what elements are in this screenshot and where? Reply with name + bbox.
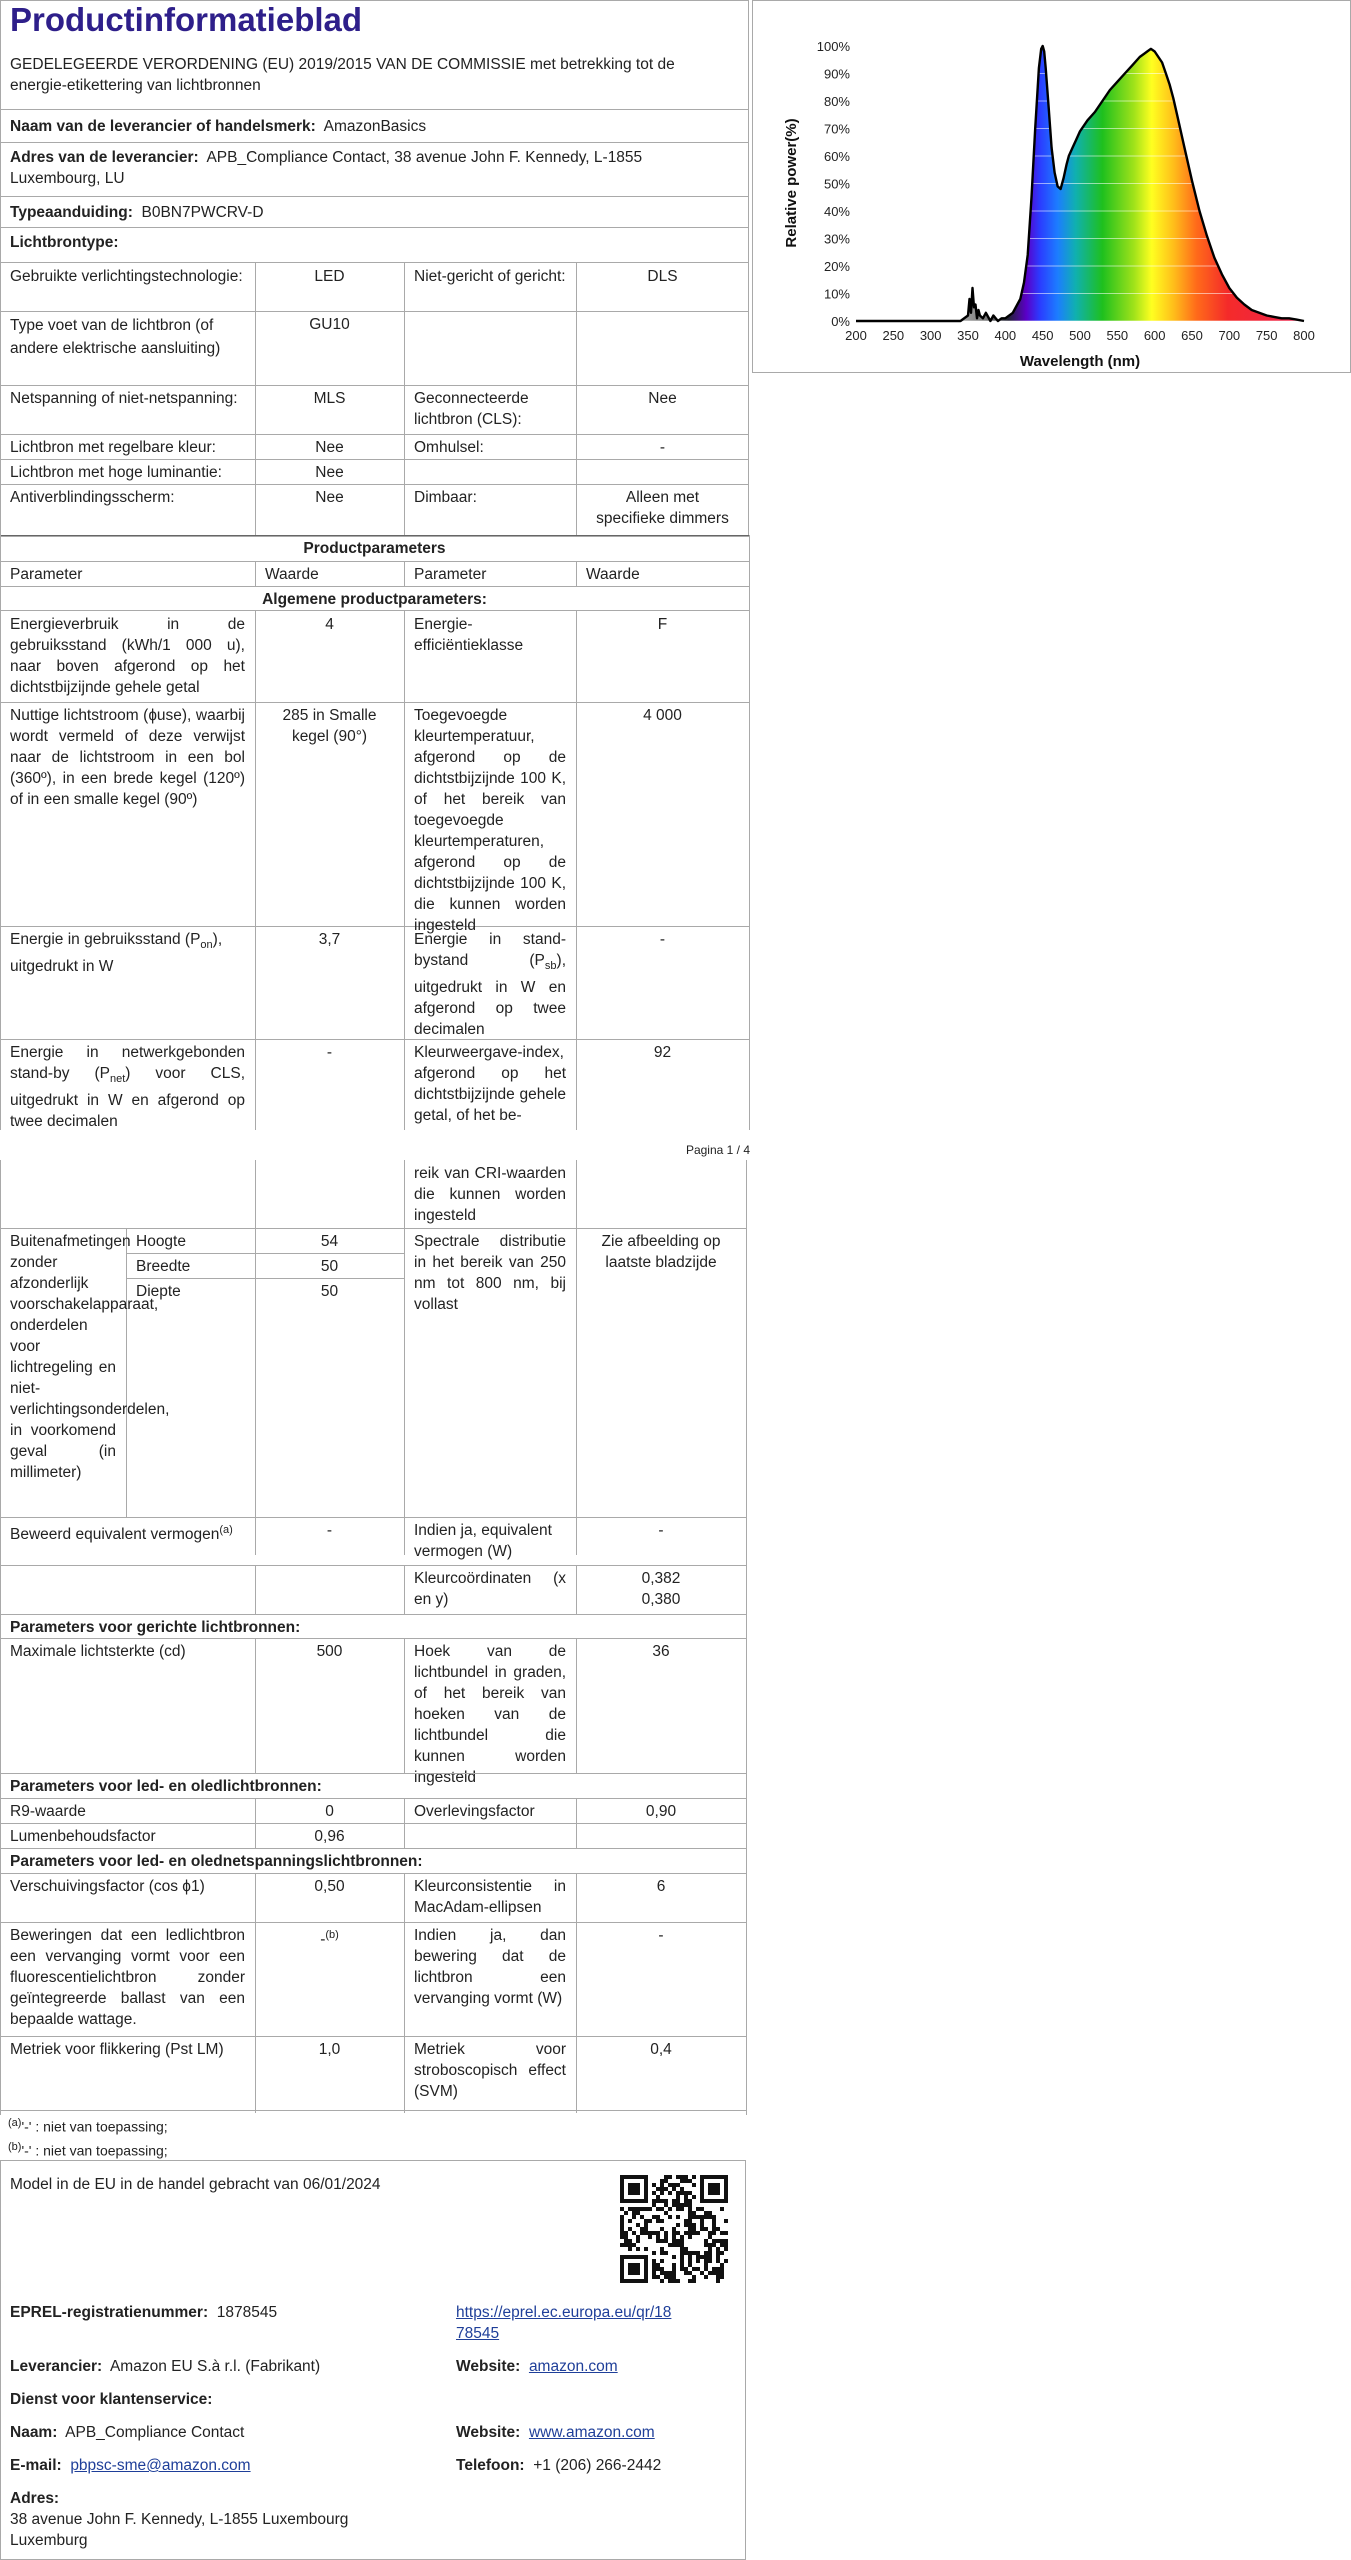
y-tick-label: 20% — [823, 259, 850, 274]
lt-row5-label: Lichtbron met hoge luminantie: — [10, 464, 222, 481]
dim-depth-label: Diepte — [136, 1283, 181, 1300]
on-power-value: 3,7 — [318, 931, 341, 948]
displacement-value: 0,50 — [314, 1878, 345, 1895]
stroboscopic-label: Metriek voor stroboscopisch effect (SVM) — [414, 2041, 566, 2100]
x-tick-label: 450 — [1031, 328, 1054, 343]
chromaticity-x: 0,382 — [641, 1570, 681, 1587]
x-tick-label: 550 — [1106, 328, 1129, 343]
service-heading: Dienst voor klantenservice: — [10, 2391, 213, 2408]
col-value-2: Waarde — [586, 566, 640, 583]
lumen-maint-label: Lumenbehoudsfactor — [10, 1828, 156, 1845]
y-tick-label: 10% — [823, 286, 850, 302]
page-title: Productinformatieblad — [10, 1, 363, 38]
website-row: Website: amazon.com — [456, 2358, 618, 2375]
energy-class-label: Energie-efficiëntieklasse — [414, 616, 524, 654]
cct-label: Toegevoegde kleurtemperatuur, afgerond op de dichtstbijzijnde 100 K, of het bereik van toegevoegde kleurtemperaturen, afgerond op de dichtstbijzijnde 100 K, die kunnen worden ingesteld — [414, 707, 566, 934]
website2-row: Website: www.amazon.com — [456, 2424, 655, 2441]
lightsource-type-heading: Lichtbrontype: — [10, 234, 119, 251]
beam-angle-label: Hoek van de lichtbundel in graden, of het bereik van hoeken van de lichtbundel die kunnen worden ingesteld — [414, 1643, 566, 1786]
led-heading: Parameters voor led- en oledlichtbronnen: — [10, 1778, 322, 1795]
survival-label: Overlevingsfactor — [414, 1803, 535, 1820]
x-axis-label: Wavelength (nm) — [1019, 353, 1141, 370]
x-tick-label: 800 — [1293, 328, 1315, 343]
market-date: Model in de EU in de handel gebracht van 06/01/2024 — [10, 2176, 381, 2193]
eprel-link-line1[interactable]: https://eprel.ec.europa.eu/qr/18 — [456, 2304, 672, 2321]
r9-label: R9-waarde — [10, 1803, 86, 1820]
supplier-name — [0, 110, 745, 139]
y-tick-label: 0% — [831, 314, 850, 329]
energy-consumption-value: 4 — [325, 616, 334, 633]
lt-row2-value: GU10 — [309, 316, 350, 333]
replacement-power-value: - — [658, 1927, 664, 1944]
supplier-name-value: AmazonBasics — [323, 118, 427, 135]
x-tick-label: 500 — [1069, 328, 1091, 343]
chromaticity-label: Kleurcoördinaten (x en y) — [414, 1570, 566, 1608]
equiv-power-label: Indien ja, equivalent vermogen (W) — [414, 1522, 552, 1560]
replacement-claim-value: -$^{(b)}$ — [320, 1929, 339, 1949]
lt-row1-value: LED — [314, 268, 345, 285]
claimed-power-label: Beweerd equivalent vermogen$^{(a)}$ — [10, 1524, 233, 1544]
max-intensity-label: Maximale lichtsterkte (cd) — [10, 1643, 186, 1660]
displacement-label: Verschuivingsfactor (cos ϕ1) — [10, 1878, 205, 1895]
y-tick-label: 70% — [823, 121, 850, 137]
x-tick-label: 400 — [994, 328, 1017, 343]
lt-row1-value2: DLS — [647, 268, 678, 285]
r9-value: 0 — [325, 1803, 334, 1820]
x-tick-label: 200 — [845, 328, 867, 343]
energy-class-value: F — [657, 616, 668, 633]
survival-value: 0,90 — [645, 1803, 677, 1820]
flicker-value: 1,0 — [318, 2041, 341, 2058]
supplier-address — [0, 143, 740, 191]
y-axis-label: Relative power(%) — [783, 118, 800, 248]
address-line1: 38 avenue John F. Kennedy, L-1855 Luxembourg — [10, 2511, 349, 2528]
x-tick-label: 250 — [882, 328, 905, 343]
y-tick-label: 90% — [823, 66, 850, 82]
dim-width-value: 50 — [320, 1258, 339, 1275]
eprel-link-line2[interactable]: 78545 — [456, 2325, 500, 2342]
net-standby-value: - — [326, 1044, 333, 1061]
replacement-power-label: Indien ja, dan bewering dat de lichtbron een vervanging vormt (W) — [414, 1927, 566, 2007]
luminous-flux-label: Nuttige lichtstroom (ɸuse), waarbij wordt vermeld of deze verwijst naar de lichtstroom in een bol (360º), in een brede kegel (120º) of in een smalle kegel (90º) — [10, 707, 245, 808]
standby-value: - — [659, 931, 666, 948]
luminous-flux-value: 285 in Smalle kegel (90°) — [282, 707, 377, 745]
claimed-power-value: - — [326, 1522, 333, 1539]
phone-row: Telefoon: +1 (206) 266-2442 — [456, 2457, 662, 2474]
footnote-a: $^{(a)}$'-' : niet van toepassing; — [8, 2117, 168, 2135]
dim-height-value: 54 — [320, 1233, 339, 1250]
dim-width-label: Breedte — [136, 1258, 191, 1275]
lt-row1-label2: Niet-gericht of gericht: — [414, 268, 566, 285]
website2-link[interactable]: www.amazon.com — [528, 2424, 655, 2441]
stroboscopic-value: 0,4 — [650, 2041, 672, 2058]
lt-row4-value: Nee — [315, 439, 344, 456]
colour-consistency-label: Kleurconsistentie in MacAdam-ellipsen — [414, 1878, 566, 1916]
page-number: Pagina 1 / 4 — [685, 1143, 750, 1157]
chromaticity-y: 0,380 — [641, 1591, 681, 1608]
eprel-link[interactable] — [446, 2300, 746, 2346]
on-power-label: Energie in gebruiksstand $(P_{on})$, uitgedrukt in W — [10, 931, 223, 976]
qr-code[interactable] — [620, 2175, 728, 2283]
energy-consumption-label: Energieverbruik in de gebruiksstand (kWh/1 000 u), naar boven afgerond op het dichtstbijzijnde gehele getal — [10, 616, 245, 696]
address-line2: Luxemburg — [10, 2532, 88, 2549]
lt-row6-label2: Dimbaar: — [414, 489, 477, 506]
dim-depth-value: 50 — [320, 1283, 339, 1300]
max-intensity-value: 500 — [316, 1643, 343, 1660]
colour-consistency-value: 6 — [656, 1878, 666, 1895]
lt-row3-value: MLS — [313, 390, 346, 407]
x-tick-label: 700 — [1218, 328, 1241, 343]
lt-row6-value: Nee — [315, 489, 344, 506]
lt-row3-label2: Geconnecteerde lichtbron (CLS): — [414, 390, 529, 428]
supplier-address-value: APB_Compliance Contact, 38 avenue John F. Kennedy, L-1855 Luxembourg, LU — [10, 149, 643, 187]
general-params-heading: Algemene productparameters: — [262, 591, 487, 608]
replacement-claim-label: Beweringen dat een ledlichtbron een vervanging vormt voor een fluorescentielichtbron zonder geïntegreerde ballast van een bepaalde wattage. — [10, 1927, 245, 2028]
x-tick-label: 650 — [1181, 328, 1203, 343]
contact-name-row: Naam: APB_Compliance Contact — [10, 2424, 245, 2441]
product-params-heading: Productparameters — [303, 540, 446, 557]
website-link[interactable]: amazon.com — [528, 2358, 618, 2375]
dimensions-label: Buitenafmetingen zonder afzonderlijk voorschakelapparaat, onderdelen voor lichtregeling en niet-verlichtingsonderdelen, in voorkomend geval (in millimeter) — [10, 1233, 170, 1481]
type-label: Typeaanduiding: — [10, 204, 133, 221]
flicker-label: Metriek voor flikkering (Pst LM) — [10, 2041, 224, 2058]
lt-row6-value2: Alleen met specifieke dimmers — [596, 489, 729, 527]
lt-row4-value2: - — [659, 439, 666, 456]
supplier-row: Leverancier: Amazon EU S.à r.l. (Fabrikant) — [10, 2358, 321, 2375]
y-tick-label: 30% — [823, 231, 850, 247]
x-tick-label: 750 — [1255, 328, 1278, 343]
supplier-address-label: Adres van de leverancier: — [10, 149, 199, 166]
lt-row5-value: Nee — [315, 464, 344, 481]
lt-row3-label: Netspanning of niet-netspanning: — [10, 390, 238, 407]
cri-label-part2: reik van CRI-waarden die kunnen worden ingesteld — [414, 1165, 566, 1224]
net-standby-label: Energie in netwerkgebonden stand-by $(P_{net})$ voor CLS, uitgedrukt in W en afgerond op twee decimalen — [10, 1044, 246, 1131]
y-tick-label: 100% — [816, 39, 850, 54]
type-value: B0BN7PWCRV-D — [141, 204, 264, 221]
lt-row4-label: Lichtbron met regelbare kleur: — [10, 439, 216, 456]
email-link[interactable]: pbpsc-sme@amazon.com — [70, 2457, 251, 2474]
spectral-label: Spectrale distributie in het bereik van 250 nm tot 800 nm, bij vollast — [414, 1233, 566, 1313]
type-designation — [0, 197, 745, 225]
y-tick-label: 60% — [823, 149, 850, 164]
y-tick-label: 40% — [823, 204, 850, 219]
email-row: E-mail: pbpsc-sme@amazon.com — [10, 2457, 251, 2474]
lt-row1-label: Gebruikte verlichtingstechnologie: — [10, 268, 243, 285]
eprel-number: EPREL-registratienummer: 1878545 — [10, 2304, 278, 2321]
y-tick-label: 80% — [823, 94, 850, 109]
footnote-b: $^{(b)}$'-' : niet van toepassing; — [8, 2141, 168, 2159]
col-value-1: Waarde — [265, 566, 319, 583]
x-tick-label: 300 — [919, 328, 942, 343]
address-heading: Adres: — [10, 2490, 60, 2507]
lt-row2-label: Type voet van de lichtbron (of andere elektrische aansluiting) — [10, 317, 221, 357]
directional-heading: Parameters voor gerichte lichtbronnen: — [10, 1619, 301, 1636]
lt-row4-label2: Omhulsel: — [414, 439, 484, 456]
y-tick-label: 50% — [823, 176, 850, 192]
cri-label-part1: Kleurweergave-index, afgerond op het dichtstbijzijnde gehele getal, of het be- — [414, 1044, 566, 1124]
col-param-2: Parameter — [414, 566, 487, 583]
cri-value: 92 — [653, 1044, 672, 1061]
spectral-value: Zie afbeelding op laatste bladzijde — [601, 1233, 721, 1271]
lt-row3-value2: Nee — [648, 390, 677, 407]
spectrum-chart — [752, 0, 1351, 373]
standby-label: Energie in stand-bystand $(P_{sb})$, uitgedrukt in W en afgerond op twee decimalen — [414, 931, 566, 1039]
lt-row6-label: Antiverblindingsscherm: — [10, 489, 175, 506]
equiv-power-value: - — [658, 1522, 664, 1539]
col-param-1: Parameter — [10, 566, 83, 583]
cct-value: 4 000 — [643, 707, 682, 724]
lumen-maint-value: 0,96 — [314, 1828, 345, 1845]
mains-heading: Parameters voor led- en olednetspanningslichtbronnen: — [10, 1853, 423, 1870]
dim-height-label: Hoogte — [136, 1233, 186, 1250]
supplier-name-label: Naam van de leverancier of handelsmerk: — [10, 118, 316, 135]
beam-angle-value: 36 — [652, 1643, 670, 1660]
x-tick-label: 600 — [1143, 328, 1166, 343]
regulation-text: GEDELEGEERDE VERORDENING (EU) 2019/2015 VAN DE COMMISSIE met betrekking tot de energie-etikettering van lichtbronnen — [10, 56, 675, 94]
x-tick-label: 350 — [957, 328, 979, 343]
